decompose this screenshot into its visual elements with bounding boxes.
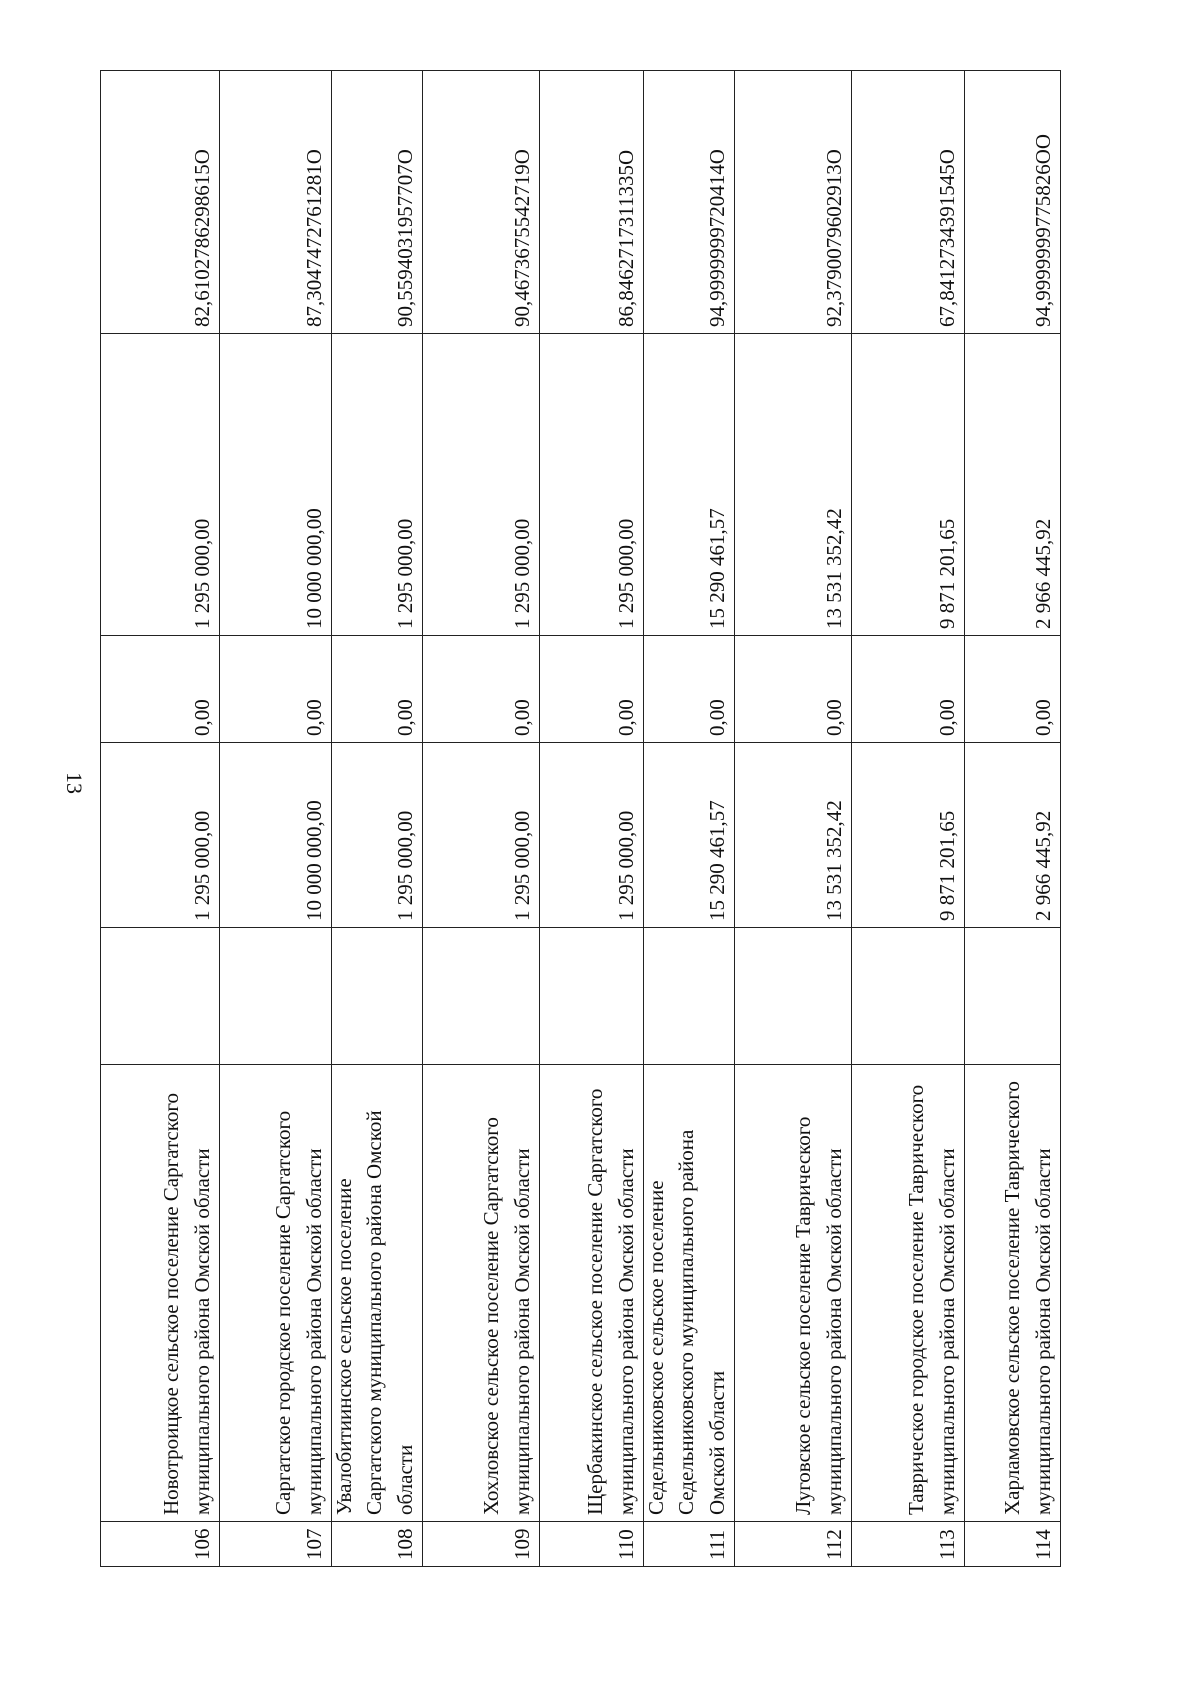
rotated-table-sheet xyxy=(101,70,1061,1566)
sum-cell: 2 966 445,92 xyxy=(965,743,1061,928)
zero-cell: 0,00 xyxy=(220,636,332,743)
number-cell: 108 xyxy=(332,1522,423,1567)
sum-cell: 9 871 201,65 xyxy=(852,743,965,928)
zero-cell: 0,00 xyxy=(540,636,644,743)
table-body xyxy=(101,71,1061,1567)
total-cell: 1 295 000,00 xyxy=(423,334,540,636)
total-cell: 1 295 000,00 xyxy=(540,334,644,636)
empty-cell xyxy=(423,928,540,1065)
sum-cell: 1 295 000,00 xyxy=(101,743,220,928)
number-cell: 112 xyxy=(735,1522,852,1567)
table-row xyxy=(852,71,965,1567)
sum-cell: 1 295 000,00 xyxy=(540,743,644,928)
sum-cell: 13 531 352,42 xyxy=(735,743,852,928)
number-cell: 106 xyxy=(101,1522,220,1567)
number-cell: 113 xyxy=(852,1522,965,1567)
name-cell: Новотроицкое сельское поселение Саргатского муниципального района Омской области xyxy=(101,1065,220,1522)
zero-cell: 0,00 xyxy=(332,636,423,743)
zero-cell: 0,00 xyxy=(423,636,540,743)
total-cell: 13 531 352,42 xyxy=(735,334,852,636)
empty-cell xyxy=(735,928,852,1065)
percent-cell: 82,6102786298615О xyxy=(101,71,220,334)
zero-cell: 0,00 xyxy=(965,636,1061,743)
table-row xyxy=(644,71,735,1567)
total-cell: 1 295 000,00 xyxy=(101,334,220,636)
sum-cell: 10 000 000,00 xyxy=(220,743,332,928)
name-cell: Седельниковское сельское поселение Седельниковского муниципального района Омской области xyxy=(644,1065,735,1522)
name-cell: Саргатское городское поселение Саргатского муниципального района Омской области xyxy=(220,1065,332,1522)
table-row xyxy=(735,71,852,1567)
name-cell: Харламовское сельское поселение Таврического муниципального района Омской области xyxy=(965,1065,1061,1522)
zero-cell: 0,00 xyxy=(852,636,965,743)
number-cell: 110 xyxy=(540,1522,644,1567)
percent-cell: 90,4673675542719О xyxy=(423,71,540,334)
number-cell: 114 xyxy=(965,1522,1061,1567)
empty-cell xyxy=(332,928,423,1065)
number-cell: 111 xyxy=(644,1522,735,1567)
name-cell: Хохловское сельское поселение Саргатского муниципального района Омской области xyxy=(423,1065,540,1522)
empty-cell xyxy=(540,928,644,1065)
total-cell: 15 290 461,57 xyxy=(644,334,735,636)
sum-cell: 1 295 000,00 xyxy=(423,743,540,928)
table-row xyxy=(423,71,540,1567)
zero-cell: 0,00 xyxy=(735,636,852,743)
percent-cell: 94,9999999775826ОО xyxy=(965,71,1061,334)
percent-cell: 67,8412734391545О xyxy=(852,71,965,334)
total-cell: 10 000 000,00 xyxy=(220,334,332,636)
empty-cell xyxy=(101,928,220,1065)
empty-cell xyxy=(852,928,965,1065)
table-row xyxy=(101,71,220,1567)
percent-cell: 92,3790079602913О xyxy=(735,71,852,334)
sum-cell: 1 295 000,00 xyxy=(332,743,423,928)
percent-cell: 90,5594031957707О xyxy=(332,71,423,334)
name-cell: Щербакинское сельское поселение Саргатского муниципального района Омской области xyxy=(540,1065,644,1522)
name-cell: Увалобитиинское сельское поселение Саргатского муниципального района Омской области xyxy=(332,1065,423,1522)
zero-cell: 0,00 xyxy=(101,636,220,743)
total-cell: 2 966 445,92 xyxy=(965,334,1061,636)
total-cell: 9 871 201,65 xyxy=(852,334,965,636)
number-cell: 109 xyxy=(423,1522,540,1567)
table-row xyxy=(540,71,644,1567)
table-rotation-frame xyxy=(101,70,1061,1566)
table-row xyxy=(220,71,332,1567)
name-cell: Луговское сельское поселение Таврического муниципального района Омской области xyxy=(735,1065,852,1522)
number-cell: 107 xyxy=(220,1522,332,1567)
table-row xyxy=(965,71,1061,1567)
page-number-text: 13 xyxy=(62,772,87,794)
empty-cell xyxy=(644,928,735,1065)
zero-cell: 0,00 xyxy=(644,636,735,743)
data-table xyxy=(100,70,1061,1567)
sum-cell: 15 290 461,57 xyxy=(644,743,735,928)
table-row xyxy=(332,71,423,1567)
name-cell: Таврическое городское поселение Таврического муниципального района Омской области xyxy=(852,1065,965,1522)
empty-cell xyxy=(965,928,1061,1065)
percent-cell: 86,8462717311335О xyxy=(540,71,644,334)
percent-cell: 87,3047472761281О xyxy=(220,71,332,334)
total-cell: 1 295 000,00 xyxy=(332,334,423,636)
percent-cell: 94,9999999720414О xyxy=(644,71,735,334)
empty-cell xyxy=(220,928,332,1065)
